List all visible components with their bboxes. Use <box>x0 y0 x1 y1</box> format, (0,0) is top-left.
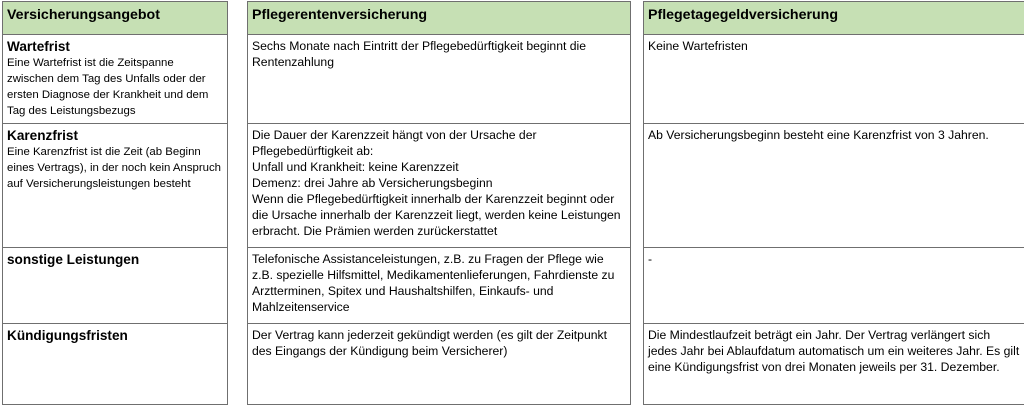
cell-pflegerente-wartefrist: Sechs Monate nach Eintritt der Pflegebedürftigkeit beginnt die Rentenzahlung <box>248 34 630 123</box>
text-line: Wenn die Pflegebedürftigkeit innerhalb der Karenzzeit beginnt oder die Ursache innerhalb der Karenzzeit liegt, werden keine Leistungen erbracht. Die Prämien werden zurückerstattet <box>252 192 621 238</box>
header-pflegerentenversicherung: Pflegerentenversicherung <box>248 1 630 34</box>
cell-pflegetagegeld-karenzfrist: Ab Versicherungsbeginn besteht eine Karenzfrist von 3 Jahren. <box>644 123 1024 247</box>
row-title: Kündigungsfristen <box>7 328 128 343</box>
cell-pflegerente-kuendigungsfristen: Der Vertrag kann jederzeit gekündigt werden (es gilt der Zeitpunkt des Eingangs der Kündigung beim Versicherer) <box>248 323 630 405</box>
row-title: Wartefrist <box>7 39 70 54</box>
cell-pflegerente-karenzfrist <box>248 123 630 247</box>
row-label-wartefrist <box>3 34 227 123</box>
row-label-karenzfrist <box>3 123 227 247</box>
cell-pflegetagegeld-wartefrist: Keine Wartefristen <box>644 34 1024 123</box>
text-line: Demenz: drei Jahre ab Versicherungsbeginn <box>252 176 493 190</box>
header-versicherungsangebot: Versicherungsangebot <box>3 1 227 34</box>
row-label-kuendigungsfristen <box>3 323 227 405</box>
column-versicherungsangebot <box>2 1 228 405</box>
column-pflegerentenversicherung <box>247 1 631 405</box>
row-title: Karenzfrist <box>7 128 79 143</box>
cell-pflegerente-sonstige-leistungen: Telefonische Assistanceleistungen, z.B. zu Fragen der Pflege wie z.B. spezielle Hilfsmittel, Medikamentenlieferungen, Fahrdienste zu Arztterminen, Spitex und Haushaltshilfen, Einkaufs- und Mahlzeitenservice <box>248 247 630 323</box>
row-description: Eine Karenzfrist ist die Zeit (ab Beginn eines Vertrags), in der noch kein Anspruch auf Versicherungsleistungen besteht <box>7 146 222 190</box>
column-pflegetagegeldversicherung <box>643 1 1024 405</box>
text-line: Die Dauer der Karenzzeit hängt von der Ursache der Pflegebedürftigkeit ab: <box>252 128 537 158</box>
row-description: Eine Wartefrist ist die Zeitspanne zwischen dem Tag des Unfalls oder der ersten Diagnose der Krankheit und dem Tag des Leistungsbezugs <box>7 57 209 117</box>
text-line: Unfall und Krankheit: keine Karenzzeit <box>252 160 459 174</box>
header-pflegetagegeldversicherung: Pflegetagegeldversicherung <box>644 1 1024 34</box>
row-title: sonstige Leistungen <box>7 252 140 267</box>
row-label-sonstige-leistungen <box>3 247 227 323</box>
cell-pflegetagegeld-sonstige-leistungen: - <box>644 247 1024 323</box>
cell-pflegetagegeld-kuendigungsfristen: Die Mindestlaufzeit beträgt ein Jahr. Der Vertrag verlängert sich jedes Jahr bei Ablaufdatum automatisch um ein weiteres Jahr. Es gilt eine Kündigungsfrist von drei Monaten jeweils per 31. Dezember. <box>644 323 1024 405</box>
